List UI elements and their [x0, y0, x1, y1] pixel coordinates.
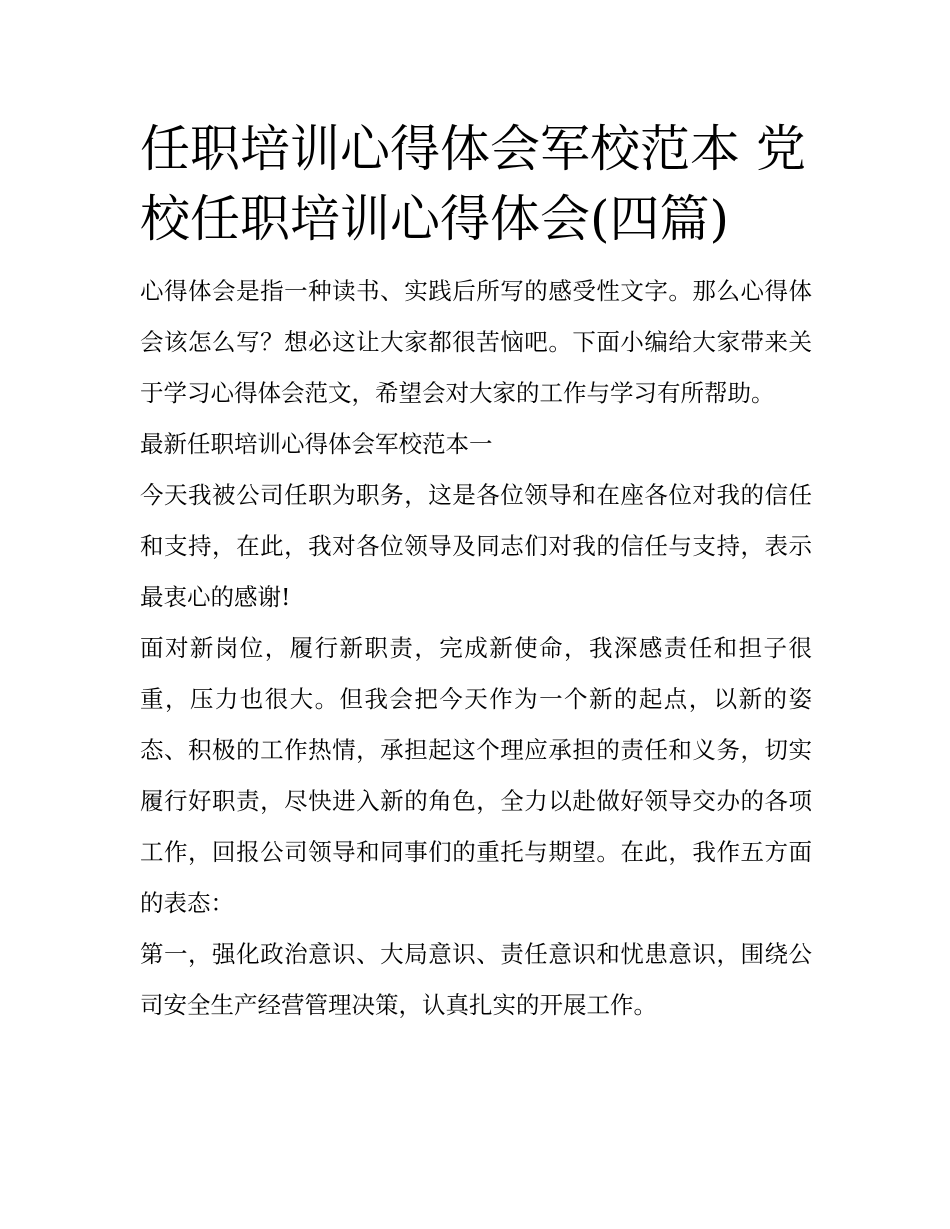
section-heading: 最新任职培训心得体会军校范本一 [140, 430, 493, 458]
body-paragraph: 第一，强化政治意识、大局意识、责任意识和忧患意识，围绕公司安全生产经营管理决策，认真扎实的开展工作。 [140, 940, 812, 1019]
body-paragraph: 面对新岗位，履行新职责，完成新使命，我深感责任和担子很重，压力也很大。但我会把今天作为一个新的起点，以新的姿态、积极的工作热情，承担起这个理应承担的责任和义务，切实履行好职责，尽快进入新的角色，全力以赴做好领导交办的各项工作，回报公司领导和同事们的重托与期望。在此，我作五方面的表态： [140, 634, 812, 917]
document-body [140, 114, 812, 1031]
document-title: 任职培训心得体会军校范本 党校任职培训心得体会(四篇) [140, 120, 806, 248]
intro-paragraph: 心得体会是指一种读书、实践后所写的感受性文字。那么心得体会该怎么写？想必这让大家都很苦恼吧。下面小编给大家带来关于学习心得体会范文，希望会对大家的工作与学习有所帮助。 [140, 277, 812, 407]
body-paragraph: 今天我被公司任职为职务，这是各位领导和在座各位对我的信任和支持，在此，我对各位领导及同志们对我的信任与支持，表示最衷心的感谢! [140, 481, 812, 611]
